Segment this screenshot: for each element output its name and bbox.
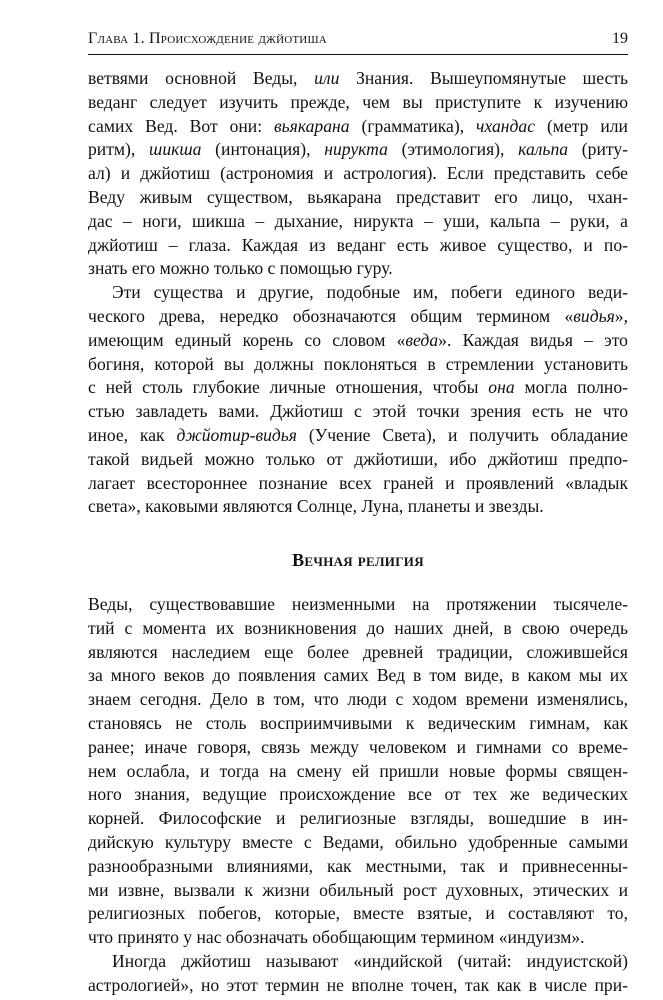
text-line	[88, 855, 628, 879]
text-run: стью завладеть вами. Джйотиш с этой точки зрения есть не что	[88, 401, 628, 422]
italic-term: веда	[405, 329, 439, 350]
main-text	[88, 67, 628, 997]
text-run: (этимология),	[387, 139, 519, 160]
text-line	[88, 281, 628, 305]
text-run: Иногда джйотиш называют «индийской (читай: индуистской)	[112, 950, 628, 971]
text-line	[88, 760, 628, 784]
text-line	[88, 67, 628, 91]
text-run: Эти существа и другие, подобные им, побеги единого веди-	[112, 282, 628, 303]
text-run: лагает всестороннее познание всех граней и проявлений «владык	[88, 472, 628, 493]
text-line	[88, 186, 628, 210]
text-run: ал) и джйотиш (астрономия и астрология). Если представить себе	[88, 163, 628, 184]
text-run: ческого древа, нередко обозначаются общим термином «	[88, 305, 574, 326]
text-line	[88, 495, 628, 519]
text-run: становясь не столь восприимчивыми к ведическим гимнам, как	[88, 712, 628, 733]
text-line	[88, 329, 628, 353]
italic-term: вьякарана	[274, 115, 350, 136]
book-page	[88, 30, 628, 997]
text-run: света», каковыми являются Солнце, Луна, планеты и звезды.	[88, 496, 544, 517]
text-line	[88, 902, 628, 926]
text-run: (риту-	[568, 139, 628, 160]
text-run: ного знания, ведущие происхождение все от тех же ведических	[88, 784, 628, 805]
italic-term: чхандас	[476, 115, 536, 136]
text-run: корней. Философские и религиозные взгляды, вошедшие в ин-	[88, 808, 628, 829]
paragraph	[88, 281, 628, 519]
italic-term: джйотир-видья	[176, 424, 297, 445]
italic-term: кальпа	[518, 139, 569, 160]
text-line	[88, 210, 628, 234]
text-line	[88, 257, 628, 281]
page-number: 19	[612, 30, 628, 47]
text-run: дийскую культуру вместе с Ведами, обильно удобренные самыми	[88, 831, 628, 852]
text-line	[88, 138, 628, 162]
text-run: веданг следует изучить прежде, чем вы приступите к изучению	[88, 91, 628, 112]
text-run: ранее; иначе говоря, связь между человеком и гимнами со време-	[88, 736, 628, 757]
text-run: богиня, которой вы должны поклоняться в стремлении установить	[88, 353, 628, 374]
text-line	[88, 783, 628, 807]
text-line	[88, 91, 628, 115]
text-line	[88, 234, 628, 258]
italic-term: она	[488, 377, 515, 398]
text-line	[88, 664, 628, 688]
text-run: что принято у нас обозначать обобщающим термином «индуизм».	[88, 927, 585, 948]
text-line	[88, 593, 628, 617]
text-line	[88, 641, 628, 665]
text-run: ми извне, вызвали к жизни обильный рост духовных, этических и	[88, 879, 628, 900]
text-run: религиозных побегов, которые, вместе взятые, и составляют то,	[88, 903, 628, 924]
text-run: с ней столь глубокие личные отношения, чтобы	[88, 377, 489, 398]
text-run: тий с момента их возникновения до наших дней, в свою очередь	[88, 617, 628, 638]
text-line	[88, 950, 628, 974]
text-line	[88, 376, 628, 400]
text-line	[88, 926, 628, 950]
text-run: за много веков до появления самих Вед в том виде, в каком мы их	[88, 665, 628, 686]
text-run: являются наследием еще более древней традиции, сложившейся	[88, 641, 628, 662]
text-run: ». Каждая видья – это	[438, 329, 628, 350]
text-run: (Учение Света), и получить обладание	[297, 424, 628, 445]
text-line	[88, 736, 628, 760]
text-line	[88, 115, 628, 139]
text-run: могла полно-	[514, 377, 628, 398]
text-line	[88, 400, 628, 424]
text-run: такой видьей можно только от джйотиши, ибо джйотиш предпо-	[88, 448, 628, 469]
italic-term: или	[314, 68, 340, 88]
text-line	[88, 617, 628, 641]
text-line	[88, 831, 628, 855]
text-run: имеющим единый корень со словом «	[88, 329, 406, 350]
text-line	[88, 807, 628, 831]
text-line	[88, 688, 628, 712]
italic-term: видья	[573, 305, 615, 326]
text-run: ритм),	[88, 139, 150, 160]
text-run: разнообразными влияниями, как местными, так и привнесенны-	[88, 855, 628, 876]
text-run: ветвями основной Веды,	[88, 68, 315, 88]
paragraph	[88, 950, 628, 998]
italic-term: шикша	[149, 139, 202, 160]
chapter-title: Глава 1. Происхождение джйотиша	[88, 30, 327, 47]
text-run: Веды, существовавшие неизменными на протяжении тысячеле-	[88, 593, 628, 614]
text-run: самих Вед. Вот они:	[88, 115, 275, 136]
text-run: знать его можно только с помощью гуру.	[88, 258, 393, 279]
text-run: Веду живым существом, вьякарана представит его лицо, чхан-	[88, 186, 628, 207]
text-run: знаем сегодня. Дело в том, что люди с ходом времени изменялись,	[88, 689, 628, 710]
text-run: »,	[614, 305, 628, 326]
paragraph	[88, 67, 628, 281]
text-line	[88, 879, 628, 903]
italic-term: нирукта	[324, 139, 388, 160]
text-run: Знания. Вышеупомянутые шесть	[339, 68, 628, 88]
text-run: иное, как	[88, 424, 177, 445]
paragraph	[88, 593, 628, 950]
text-run: (грамматика),	[349, 115, 477, 136]
text-line	[88, 448, 628, 472]
text-run: астрологией», но этот термин не вполне точен, так как в числе при-	[88, 974, 628, 995]
text-run: (метр или	[535, 115, 628, 136]
text-line	[88, 353, 628, 377]
text-run: джйотиш – глаза. Каждая из веданг есть живое существо, и по-	[88, 234, 628, 255]
text-line	[88, 162, 628, 186]
text-line	[88, 424, 628, 448]
text-line	[88, 305, 628, 329]
text-line	[88, 472, 628, 496]
text-run: нем ослабла, и тогда на смену ей пришли новые формы священ-	[88, 760, 628, 781]
text-line	[88, 712, 628, 736]
section-heading: Вечная религия	[292, 550, 424, 571]
running-header	[88, 30, 628, 55]
text-line	[88, 974, 628, 998]
text-run: дас – ноги, шикша – дыхание, нирукта – уши, кальпа – руки, а	[88, 210, 628, 231]
text-run: (интонация),	[201, 139, 325, 160]
